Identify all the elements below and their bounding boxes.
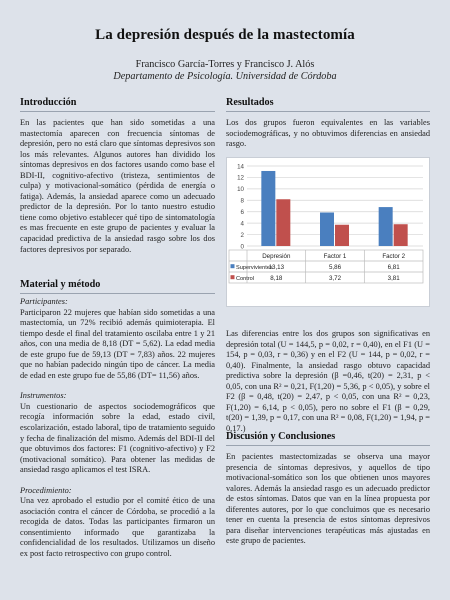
- x-category-label: Depresión: [262, 252, 291, 260]
- y-tick-label: 10: [237, 186, 244, 194]
- discussion-section: [226, 452, 430, 547]
- data-label: 3,72: [328, 274, 342, 282]
- legend-label: Control: [236, 275, 255, 282]
- results-stats: [226, 329, 430, 434]
- x-category-label: Factor 2: [382, 252, 406, 260]
- y-tick-label: 4: [240, 220, 244, 228]
- data-label: 5,86: [328, 263, 342, 271]
- instruments-text: Un cuestionario de aspectos sociodemográficos que recogía información sobre la edad, estado civil, escolarización, estado laboral, tipo de tratamiento seguido y fecha de finalización del mismo. Además del BDI-II del que obtuvimos dos factores: F1 (cognitivo-afectivo) y F2 (motivacional somático). Para obtener las medidas de ansiedad rasgo aplicamos el test ISRA.: [20, 401, 215, 475]
- data-label: 8,18: [270, 274, 283, 282]
- results-chart: [226, 157, 430, 307]
- participants-text: Participaron 22 mujeres que habían sido sometidas a una mastectomía, un 72% recibió además quimioterapia. El tiempo desde el final del tratamiento oscilaba entre 1 y 21 años, con una media de 8,18 (DT = 5,62). La edad media de este grupo fue de 59,13 (DT = 7,83) años. 22 mujeres que no habían padecido ningún tipo de cáncer. La media de edad en este grupo fue de 55,86 (DT= 11,56) años.: [20, 307, 215, 380]
- data-label: 3,81: [387, 274, 400, 282]
- data-label: 13,13: [268, 263, 285, 271]
- intro-text: En las pacientes que han sido sometidas a una mastectomía aparecen con frecuencia síntomas de depresión, pero no está claro que síntomas depresivos son los más relevantes. Algunos autores han dividido los síntomas depresivos en dos factores usando como base el BDI-II, cognitivo-afectivo (tristeza, sentimientos de culpa) y motivacional-somático (pérdida de energía o fatiga). Además, la ansiedad aparece como un adecuado predictor de la depresión. Por lo tanto nuestro estudio tiene como objetivo establecer qué tipo de sintomatología es mas frecuente en este grupo de pacientes y evaluar la capacidad predictiva de la ansiedad rasgo sobre los dos factores depresivos por separado.: [20, 118, 215, 254]
- method-section: [20, 297, 215, 560]
- x-category-label: Factor 1: [323, 252, 347, 260]
- intro-rule: [20, 111, 215, 112]
- results-heading: Resultados: [226, 97, 274, 108]
- bar-supervivientes: [379, 207, 393, 246]
- legend-label: Supervivientes: [236, 264, 273, 271]
- instruments-label: Instrumentos:: [20, 391, 67, 401]
- bar-control: [394, 224, 408, 246]
- method-rule: [20, 293, 215, 294]
- y-tick-label: 12: [237, 174, 244, 182]
- y-tick-label: 14: [237, 163, 244, 171]
- y-tick-label: 2: [240, 231, 244, 239]
- intro-section: [20, 118, 215, 255]
- bar-supervivientes: [320, 213, 334, 246]
- results-intro: [226, 118, 430, 150]
- y-tick-label: 0: [240, 243, 244, 251]
- results-text-2: Las diferencias entre los dos grupos son significativas en depresión total (U = 144,5, p = 0,02, r = 0,40), en el F1 (U = 154, p = 0,03, r = 0,36) y en el F2 (U = 144, p = 0,02, r = 0,40). Finalmente, la ansiedad rasgo obtuvo capacidad predictiva sobre la depresión (β =0,46, t(20) = 2,31, p < 0,05, con una R² = 0,21, F(1,20) = 5,36, p < 0,05), y sobre el F2 (β = 0,48, t(20) = 2,47, p < 0,05, con una R² = 0,23, F(1,20) = 6,14, p < 0,05), pero no sobre el F1 (β = 0,29, t(20) = 1,39, p = 0,17, con una R² = 0,08, F(1,20) = 1,94, p = 0,17.): [226, 329, 430, 433]
- affiliation: Departamento de Psicología. Universidad de Córdoba: [113, 71, 337, 82]
- bar-control: [276, 199, 290, 246]
- results-text-1: Los dos grupos fueron equivalentes en las variables sociodemográficas, y no obtuvimos diferencias en ansiedad rasgo.: [226, 118, 430, 149]
- y-tick-label: 6: [240, 209, 244, 217]
- procedure-label: Procedimiento:: [20, 485, 72, 495]
- discussion-text: En pacientes mastectomizadas se observa una mayor presencia de síntomas depresivos, y aquellos de tipo motivacional-somático son los que obtienen unos mayores valores. Además la ansiedad rasgo es un adecuado predictor de estos síntomas. Datos que van en la línea propuesta por diferentes autores, por lo que concluimos que es necesario tener en cuenta la presencia de estos síntomas depresivos para diseñar intervenciones terapéuticas más ajustadas en este grupo de pacientes.: [226, 452, 430, 546]
- results-rule: [226, 111, 430, 112]
- authors: Francisco García-Torres y Francisco J. Alós: [135, 59, 315, 70]
- y-tick-label: 8: [240, 197, 244, 205]
- poster-title: La depresión después de la mastectomía: [95, 27, 355, 43]
- data-label: 6,81: [387, 263, 400, 271]
- intro-heading: Introducción: [20, 97, 77, 108]
- discussion-rule: [226, 445, 430, 446]
- procedure-text: Una vez aprobado el estudio por el comité ético de una asociación contra el cáncer de Córdoba, se procedió a la recogida de datos. Todas las participantes firmaron un consentimiento informado que garantizaba la confidencialidad de los resultados. Utilizamos un diseño ex post facto retrospectivo con grupo control.: [20, 496, 215, 559]
- method-heading: Material y método: [20, 279, 101, 290]
- legend-swatch: [231, 275, 235, 279]
- bar-supervivientes: [261, 171, 275, 246]
- bar-chart-svg: [227, 158, 429, 306]
- bar-control: [335, 225, 349, 246]
- legend-swatch: [231, 264, 235, 268]
- participants-label: Participantes:: [20, 297, 68, 306]
- discussion-heading: Discusión y Conclusiones: [226, 431, 336, 442]
